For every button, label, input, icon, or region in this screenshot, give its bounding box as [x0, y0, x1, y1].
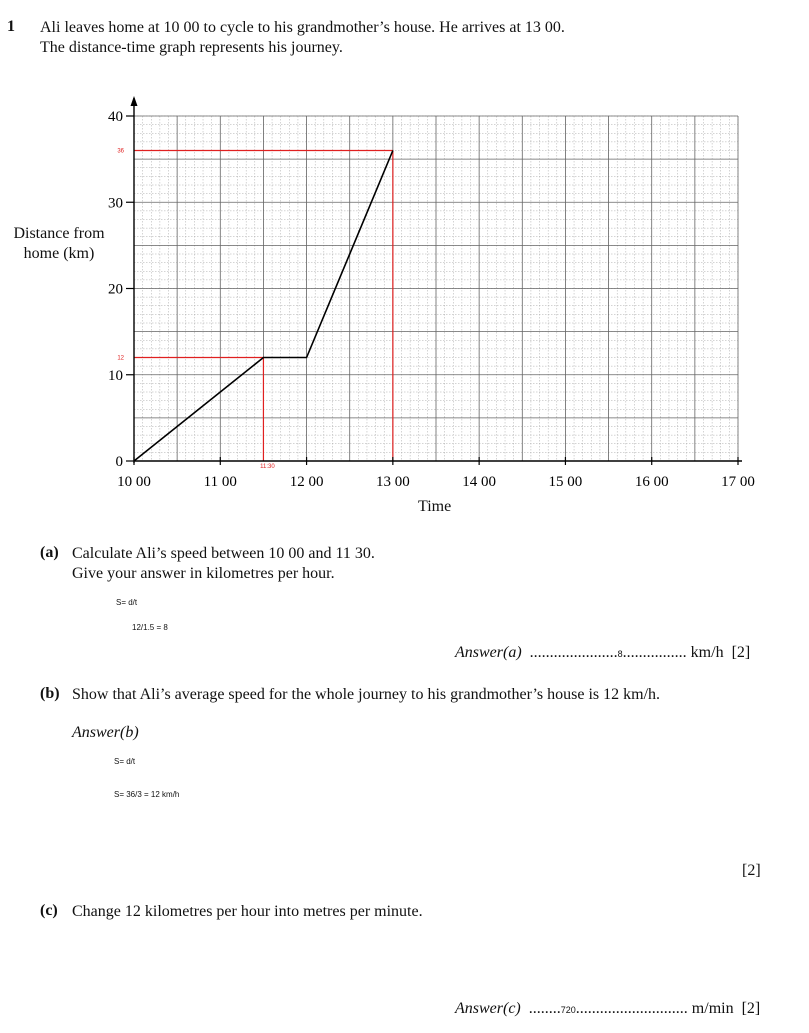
part-c-answer-line: [455, 1000, 760, 1018]
axes: [126, 96, 742, 465]
answer-dots: ............................: [575, 1000, 688, 1017]
answer-dots: ................: [622, 644, 687, 661]
tick-labels: [108, 109, 755, 490]
part-a-marks: [2]: [731, 644, 751, 661]
part-a-question: [72, 544, 375, 584]
part-a-line-1: Calculate Ali’s speed between 10 00 and 11 30.: [72, 545, 375, 562]
x-tick-label: 10 00: [117, 474, 151, 490]
intro-line-1: Ali leaves home at 10 00 to cycle to his grandmother’s house. He arrives at 13 00.: [40, 19, 565, 36]
x-tick-label: 11 00: [203, 474, 237, 490]
y-axis-label-line-2: home (km): [23, 245, 95, 262]
part-a-working-1: S= d/t: [116, 598, 138, 607]
answer-dots: ......................: [525, 644, 618, 661]
part-a-answer-value: 8: [617, 649, 623, 659]
annotation-36: 36: [117, 148, 124, 155]
x-tick-label: 14 00: [462, 474, 497, 490]
part-b-label: (b): [40, 685, 60, 702]
part-a-line-2: Give your answer in kilometres per hour.: [72, 565, 335, 582]
part-b-working-1: S= d/t: [114, 757, 136, 766]
y-tick-label: 10: [108, 367, 123, 384]
part-b-question: Show that Ali’s average speed for the whole journey to his grandmother’s house is 12 km/h.: [72, 686, 661, 703]
x-axis-label: Time: [418, 498, 452, 515]
question-number: 1: [7, 18, 15, 35]
part-a-label: (a): [40, 544, 59, 561]
part-a-unit: km/h: [690, 644, 724, 661]
y-tick-label: 30: [108, 195, 123, 212]
answer-dots: ........: [524, 1000, 561, 1017]
part-a-answer-line: [455, 644, 750, 662]
x-tick-label: 12 00: [289, 474, 324, 490]
x-tick-label: 16 00: [634, 474, 669, 490]
part-b-marks: [2]: [742, 862, 761, 879]
annotation-1130: 11:30: [260, 464, 275, 470]
part-b-answer-label: Answer(b): [72, 724, 139, 741]
y-tick-label: 0: [115, 454, 123, 470]
annotation-12: 12: [117, 355, 124, 362]
y-axis-arrow: [131, 96, 138, 106]
part-c-marks: [2]: [741, 1000, 761, 1017]
x-tick-label: 15 00: [548, 474, 583, 490]
y-tick-label: 20: [108, 281, 123, 298]
y-tick-label: 40: [108, 109, 123, 125]
x-tick-label: 13 00: [375, 474, 410, 490]
part-c-answer-label: Answer(c): [455, 1000, 521, 1017]
part-c-label: (c): [40, 902, 58, 919]
part-a-working-2: 12/1.5 = 8: [132, 623, 168, 632]
part-a-answer-label: Answer(a): [455, 644, 522, 661]
y-axis-label: [8, 224, 110, 264]
y-axis-label-line-1: Distance from: [13, 225, 105, 242]
part-c-unit: m/min: [691, 1000, 734, 1017]
x-tick-label: 17 00: [721, 474, 755, 490]
part-b-working-2: S= 36/3 = 12 km/h: [114, 790, 180, 799]
intro-line-2: The distance-time graph represents his journey.: [40, 39, 343, 56]
part-c-question: Change 12 kilometres per hour into metres per minute.: [72, 903, 423, 920]
part-c-answer-value: 720: [560, 1005, 576, 1015]
